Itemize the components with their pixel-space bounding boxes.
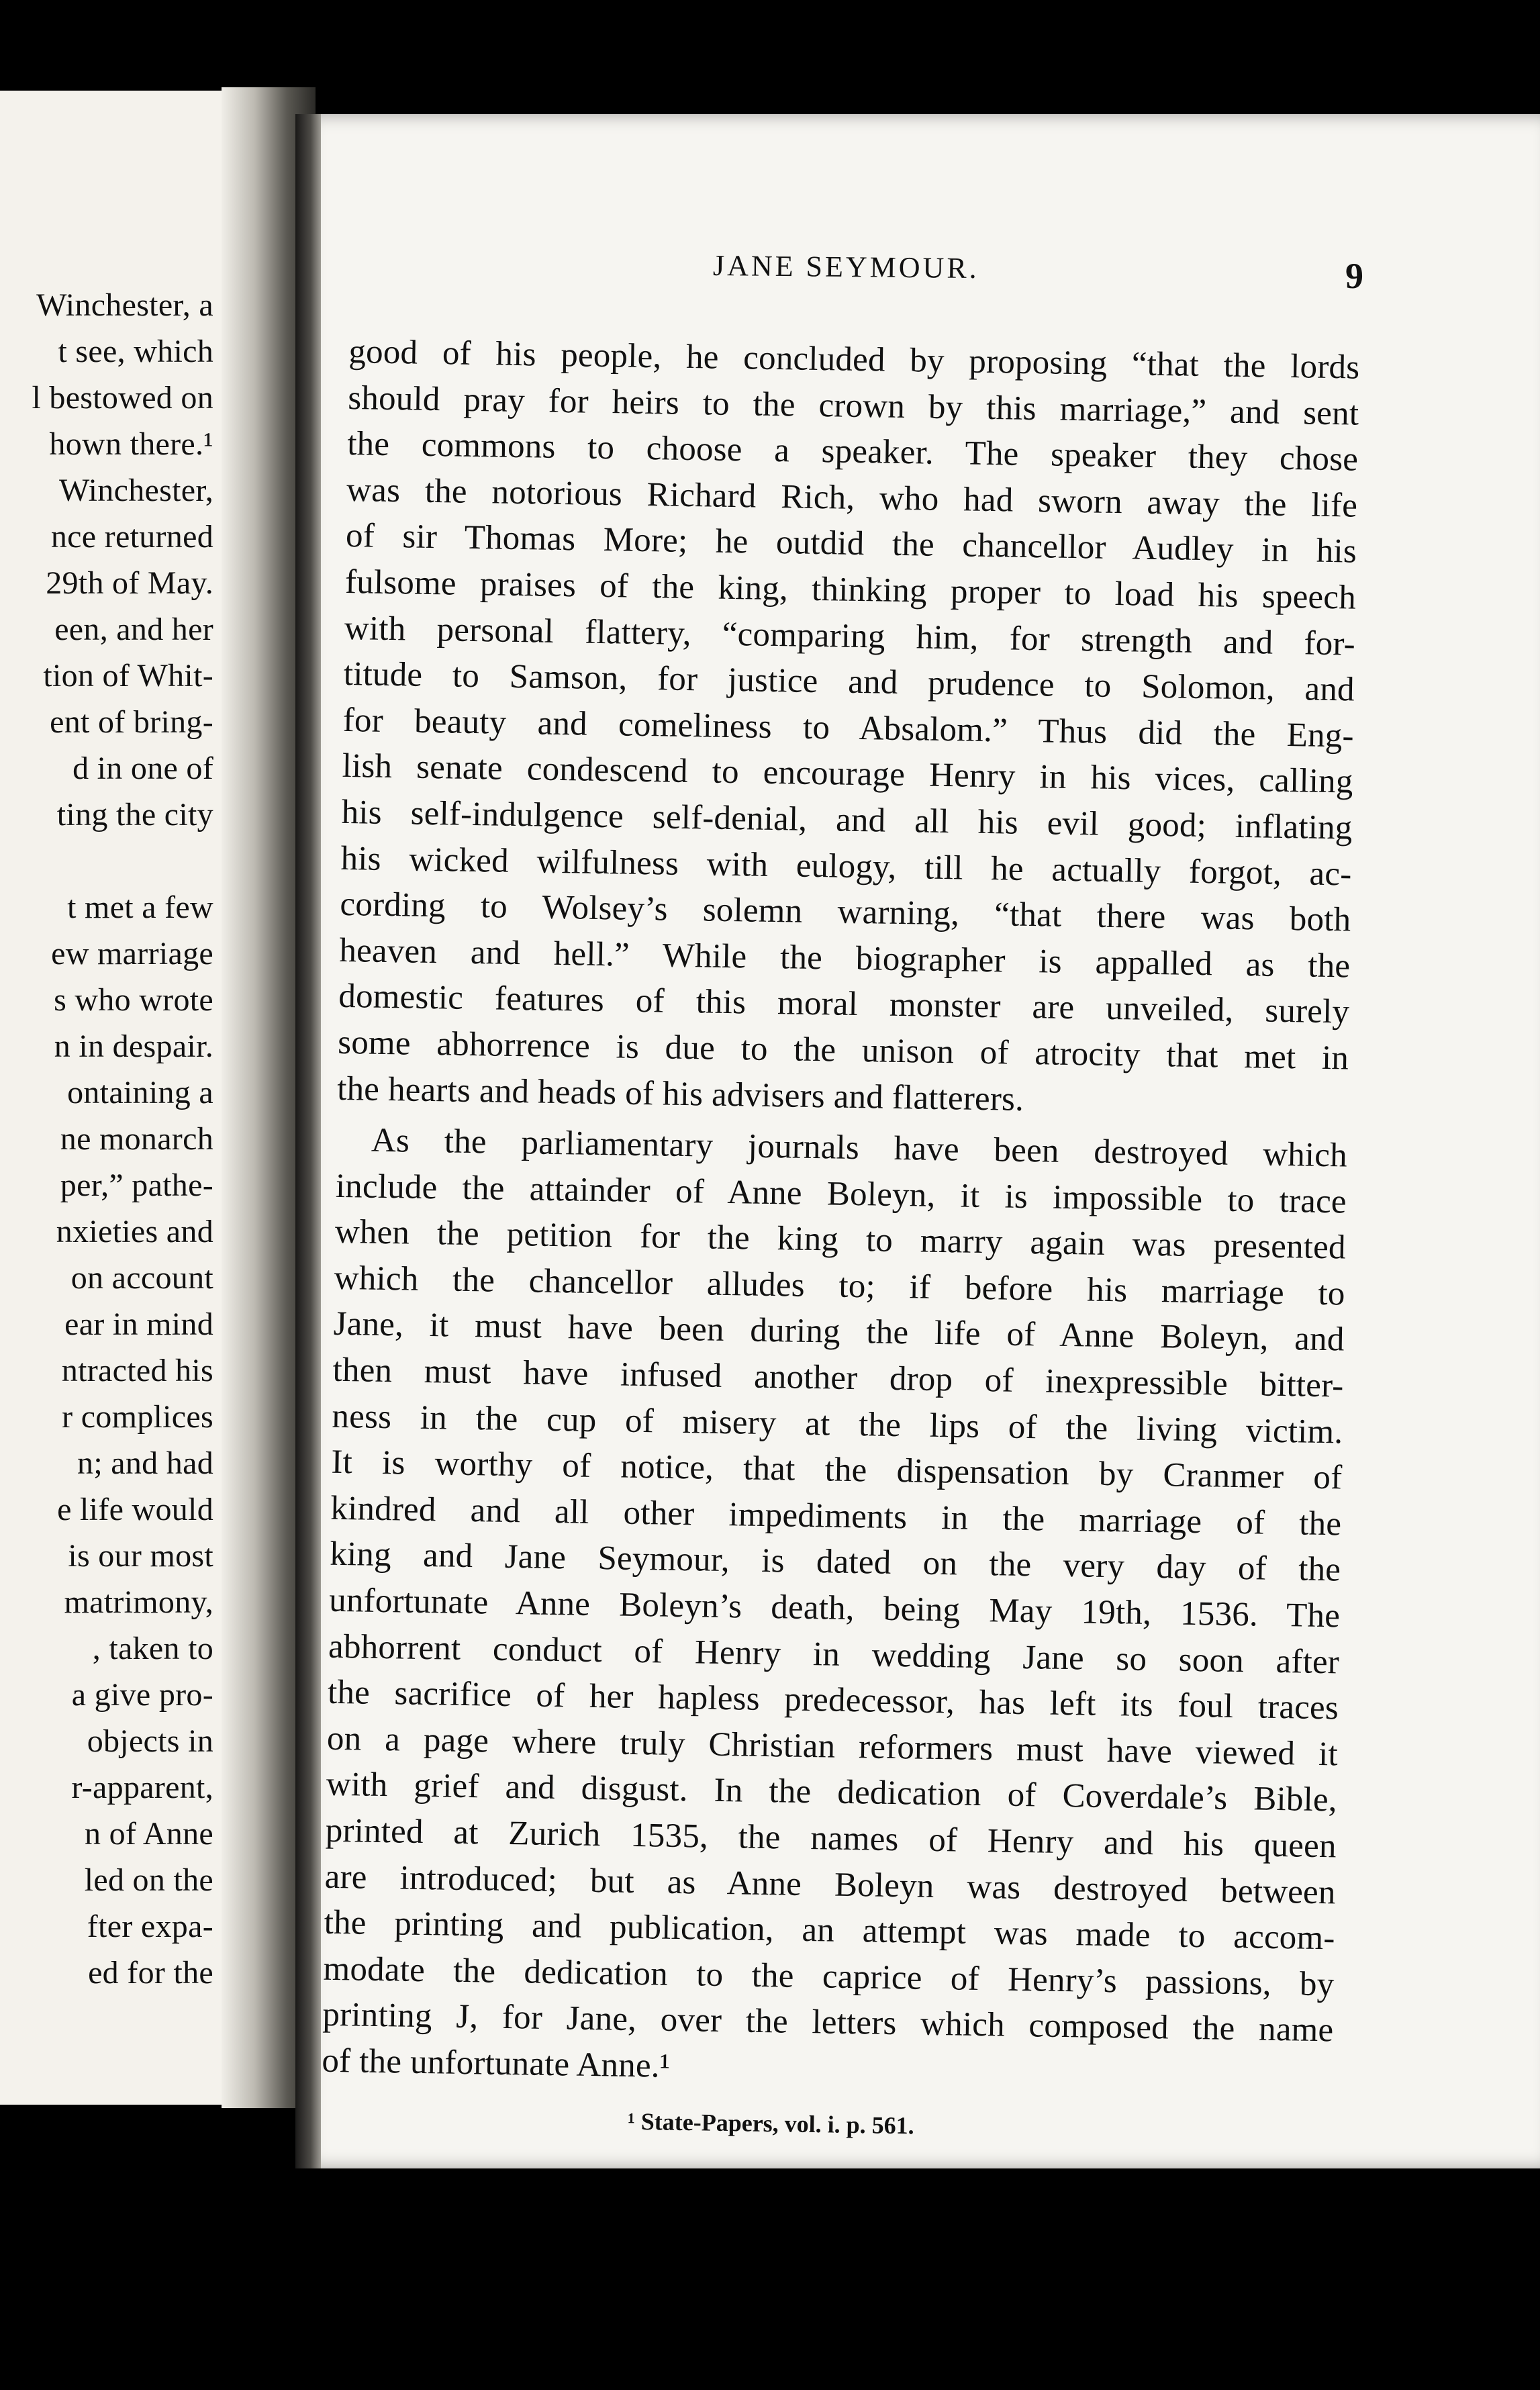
text-line: of the unfortunate Anne.¹	[322, 2042, 671, 2085]
footnote: ¹ State-Papers, vol. i. p. 561.	[627, 2107, 915, 2140]
text-line: lish senate condescend to encourage Henry in his vices, calling	[342, 747, 1354, 801]
text-line: kindred and all other impediments in the marriage of the	[330, 1489, 1342, 1543]
text-line: modate the dedication to the caprice of Henry’s passions, by	[323, 1950, 1335, 2004]
left-page-line: fter expa-	[87, 1909, 213, 1944]
left-page-line: nxieties and	[56, 1214, 213, 1249]
text-line: As the parliamentary journals have been destroyed which	[371, 1121, 1348, 1175]
text-line: some abhorrence is due to the unison of atrocity that met in	[337, 1023, 1349, 1078]
left-page-line: n; and had	[77, 1445, 213, 1481]
text-line: with grief and disgust. In the dedication of Coverdale’s Bible,	[326, 1766, 1338, 1819]
left-page-line: objects in	[87, 1723, 213, 1759]
left-page-line: , taken to	[92, 1631, 213, 1666]
left-page-line: ne monarch	[60, 1121, 213, 1157]
left-page-line: ew marriage	[51, 936, 213, 971]
text-line: abhorrent conduct of Henry in wedding Jane so soon after	[328, 1627, 1340, 1682]
paragraph-2	[322, 1117, 1347, 2100]
left-page-line: ear in mind	[64, 1306, 213, 1342]
left-page-line: r-apparent,	[71, 1770, 213, 1805]
left-page-line: a give pro-	[71, 1677, 213, 1713]
left-page-line: t see, which	[58, 334, 213, 369]
text-line: then must have infused another drop of inexpressible bitter-	[332, 1351, 1344, 1405]
body-text	[322, 329, 1360, 2100]
text-line: king and Jane Seymour, is dated on the very day of the	[329, 1535, 1341, 1589]
text-line: the commons to choose a speaker. The speaker they chose	[346, 425, 1359, 479]
left-page-line: nce returned	[50, 519, 213, 555]
text-line: heaven and hell.” While the biographer is appalled as the	[339, 931, 1351, 986]
left-page-line: ent of bring-	[50, 704, 213, 740]
left-page-line: ontaining a	[67, 1075, 213, 1110]
left-page-line: matrimony,	[64, 1584, 213, 1620]
text-line: with personal flattery, “comparing him, for strength and for-	[344, 609, 1356, 663]
text-line: on a page where truly Christian reformers must have viewed it	[326, 1719, 1339, 1774]
text-line: domestic features of this moral monster are unveiled, surely	[338, 977, 1350, 1031]
text-line: his wicked wilfulness with eulogy, till he actually forgot, ac-	[340, 839, 1352, 894]
text-line: unfortunate Anne Boleyn’s death, being May 19th, 1536. The	[328, 1581, 1341, 1635]
left-page-line: ting the city	[56, 797, 213, 832]
text-line: for beauty and comeliness to Absalom.” Thus did the Eng-	[342, 701, 1355, 755]
text-line: the printing and publication, an attempt was made to accom-	[324, 1903, 1335, 1958]
text-line: when the petition for the king to marry again was presented	[334, 1213, 1347, 1267]
left-page-line: per,” pathe-	[60, 1167, 213, 1203]
left-page-line: n of Anne	[84, 1816, 213, 1852]
text-line: fulsome praises of the king, thinking proper to load his speech	[344, 563, 1357, 617]
text-line: Jane, it must have been during the life of Anne Boleyn, and	[333, 1305, 1345, 1359]
text-line: the hearts and heads of his advisers and flatterers.	[336, 1069, 1024, 1118]
left-page-line: 29th of May.	[46, 565, 213, 601]
text-line: should pray for heirs to the crown by this marriage,” and sent	[347, 379, 1359, 433]
text-line: ness in the cup of misery at the lips of the living victim.	[332, 1397, 1343, 1451]
text-line: titude to Samson, for justice and prudence to Solomon, and	[343, 655, 1355, 709]
left-page-line: e life would	[57, 1492, 213, 1527]
left-page-line: led on the	[84, 1862, 213, 1898]
text-line: good of his people, he concluded by proposing “that the lords	[348, 332, 1360, 387]
text-line: which the chancellor alludes to; if before his marriage to	[334, 1259, 1346, 1313]
text-line: of sir Thomas More; he outdid the chancellor Audley in his	[345, 517, 1357, 571]
left-page-line: s who wrote	[54, 982, 213, 1018]
left-page-line: l bestowed on	[32, 380, 213, 416]
page-number: 9	[1345, 256, 1363, 296]
text-line: the sacrifice of her hapless predecessor, has left its foul traces	[327, 1673, 1339, 1727]
left-page-line: ntracted his	[61, 1353, 213, 1388]
text-line: printing J, for Jane, over the letters which composed the name	[322, 1996, 1334, 2050]
text-line: printed at Zurich 1535, the names of Henry and his queen	[325, 1811, 1337, 1866]
left-page-line: Winchester,	[58, 473, 213, 508]
left-page-line: d in one of	[73, 751, 213, 786]
text-line: cording to Wolsey’s solemn warning, “that there was both	[340, 886, 1351, 939]
paragraph-1	[337, 329, 1360, 1128]
text-line: was the notorious Richard Rich, who had sworn away the life	[346, 471, 1358, 525]
book-spine	[295, 114, 321, 2168]
text-line: his self-indulgence self-denial, and all his evil good; inflating	[341, 793, 1353, 847]
left-page-line: t met a few	[67, 890, 213, 925]
left-page-line: Winchester, a	[36, 287, 213, 323]
left-page-line: hown there.¹	[49, 426, 213, 462]
left-page-line: r complices	[62, 1399, 213, 1435]
left-page-line: ed for the	[88, 1955, 213, 1991]
left-page-line: is our most	[68, 1538, 213, 1574]
text-line: include the attainder of Anne Boleyn, it is impossible to trace	[335, 1167, 1347, 1221]
left-page-line: tion of Whit-	[43, 658, 213, 694]
left-page-line: n in despair.	[54, 1029, 213, 1064]
left-page-line: een, and her	[54, 612, 213, 647]
text-line: It is worthy of notice, that the dispensation by Cranmer of	[331, 1443, 1343, 1497]
text-line: are introduced; but as Anne Boleyn was destroyed between	[324, 1858, 1337, 1911]
running-head: JANE SEYMOUR.	[712, 248, 979, 285]
left-page-line: on account	[70, 1260, 213, 1296]
